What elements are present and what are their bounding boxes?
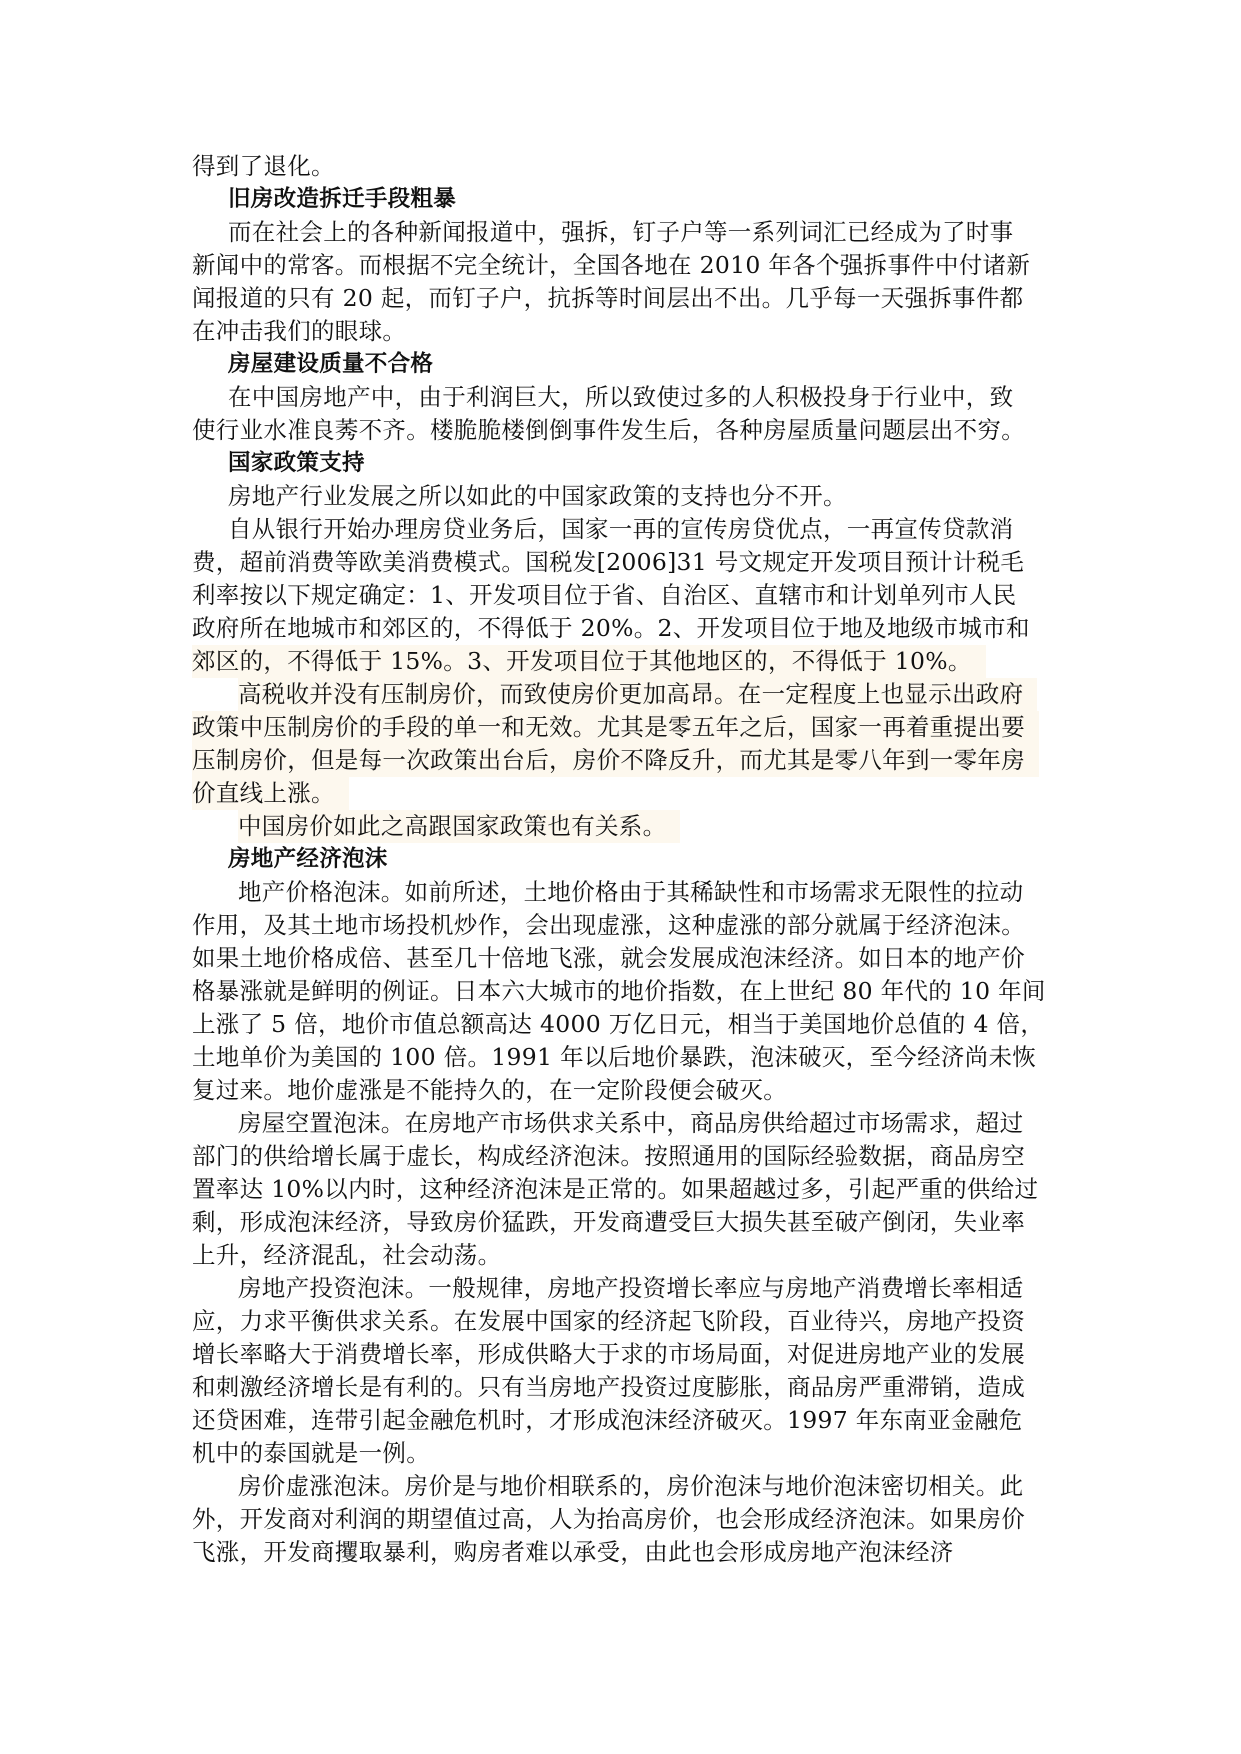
paragraph-line: [192, 1239, 1062, 1272]
paragraph-line: [192, 216, 1062, 249]
line-text: 机中的泰国就是一例。: [192, 1439, 430, 1467]
section-heading: [192, 843, 1062, 876]
line-text: 房价虚涨泡沫。房价是与地价相联系的，房价泡沫与地价泡沫密切相关。此: [238, 1472, 1024, 1500]
line-text: 政府所在地城市和郊区的，不得低于 20%。2、开发项目位于地及地级市城市和: [192, 614, 1030, 642]
paragraph-line: [192, 480, 1062, 513]
line-text: 房地产经济泡沫: [228, 846, 388, 872]
line-text: 房屋空置泡沫。在房地产市场供求关系中，商品房供给超过市场需求，超过: [238, 1109, 1024, 1137]
paragraph-line: [192, 249, 1062, 282]
line-text: 置率达 10%以内时，这种经济泡沫是正常的。如果超越过多，引起严重的供给过: [192, 1175, 1039, 1203]
line-text: 闻报道的只有 20 起，而钉子户，抗拆等时间层出不出。几乎每一天强拆事件都: [192, 284, 1024, 312]
line-text: 政策中压制房价的手段的单一和无效。尤其是零五年之后，国家一再着重提出要: [192, 711, 1039, 744]
paragraph-line: [192, 876, 1062, 909]
line-text: 价直线上涨。: [192, 777, 349, 810]
paragraph-line: [192, 678, 1062, 711]
paragraph-line: [192, 1371, 1062, 1404]
line-text: 而在社会上的各种新闻报道中，强拆，钉子户等一系列词汇已经成为了时事: [228, 218, 1014, 246]
line-text: 新闻中的常客。而根据不完全统计，全国各地在 2010 年各个强拆事件中付诸新: [192, 251, 1031, 279]
line-text: 飞涨，开发商攫取暴利，购房者难以承受，由此也会形成房地产泡沫经济: [192, 1538, 954, 1566]
line-text: 得到了退化。: [192, 152, 335, 180]
line-text: 还贷困难，连带引起金融危机时，才形成泡沫经济破灭。1997 年东南亚金融危: [192, 1406, 1023, 1434]
paragraph-line: [192, 1338, 1062, 1371]
line-text: 在中国房地产中，由于利润巨大，所以致使过多的人积极投身于行业中，致: [228, 383, 1014, 411]
line-text: 地产价格泡沫。如前所述，土地价格由于其稀缺性和市场需求无限性的拉动: [238, 878, 1024, 906]
paragraph-line: [192, 810, 1062, 843]
paragraph-line: [192, 1140, 1062, 1173]
line-text: 上升，经济混乱，社会动荡。: [192, 1241, 502, 1269]
paragraph-line: [192, 381, 1062, 414]
paragraph-line: [192, 1503, 1062, 1536]
line-text: 外，开发商对利润的期望值过高，人为抬高房价，也会形成经济泡沫。如果房价: [192, 1505, 1025, 1533]
paragraph-line: [192, 315, 1062, 348]
line-text: 费，超前消费等欧美消费模式。国税发[2006]31 号文规定开发项目预计计税毛: [192, 548, 1025, 576]
paragraph-line: [192, 1041, 1062, 1074]
paragraph-line: [192, 1470, 1062, 1503]
line-text: 房地产投资泡沫。一般规律，房地产投资增长率应与房地产消费增长率相适: [238, 1274, 1024, 1302]
line-text: 压制房价，但是每一次政策出台后，房价不降反升，而尤其是零八年到一零年房: [192, 744, 1039, 777]
line-text: 如果土地价格成倍、甚至几十倍地飞涨，就会发展成泡沫经济。如日本的地产价: [192, 944, 1025, 972]
line-text: 应，力求平衡供求关系。在发展中国家的经济起飞阶段，百业待兴，房地产投资: [192, 1307, 1025, 1335]
paragraph-line: [192, 1404, 1062, 1437]
paragraph-line: [192, 744, 1062, 777]
line-text: 格暴涨就是鲜明的例证。日本六大城市的地价指数，在上世纪 80 年代的 10 年间: [192, 977, 1046, 1005]
line-text: 复过来。地价虚涨是不能持久的，在一定阶段便会破灭。: [192, 1076, 787, 1104]
paragraph-line: [192, 1107, 1062, 1140]
line-text: 旧房改造拆迁手段粗暴: [228, 186, 457, 212]
paragraph-line: [192, 1437, 1062, 1470]
line-text: 土地单价为美国的 100 倍。1991 年以后地价暴跌，泡沫破灭，至今经济尚未恢: [192, 1043, 1037, 1071]
line-text: 自从银行开始办理房贷业务后，国家一再的宣传房贷优点，一再宣传贷款消: [228, 515, 1014, 543]
paragraph-line: [192, 612, 1062, 645]
paragraph-line: [192, 942, 1062, 975]
paragraph-line: [192, 1272, 1062, 1305]
paragraph-line: [192, 546, 1062, 579]
paragraph-line: [192, 1305, 1062, 1338]
line-text: 中国房价如此之高跟国家政策也有关系。: [238, 810, 680, 843]
line-text: 高税收并没有压制房价，而致使房价更加高昂。在一定程度上也显示出政府: [238, 678, 1037, 711]
line-text: 利率按以下规定确定：1、开发项目位于省、自治区、直辖市和计划单列市人民: [192, 581, 1017, 609]
paragraph-line: [192, 282, 1062, 315]
line-text: 剩，形成泡沫经济，导致房价猛跌，开发商遭受巨大损失甚至破产倒闭，失业率: [192, 1208, 1025, 1236]
paragraph-line: [192, 150, 1062, 183]
line-text: 房地产行业发展之所以如此的中国家政策的支持也分不开。: [228, 482, 847, 510]
document-page: [192, 150, 1062, 1569]
line-text: 在冲击我们的眼球。: [192, 317, 407, 345]
paragraph-line: [192, 909, 1062, 942]
line-text: 国家政策支持: [228, 450, 365, 476]
paragraph-line: [192, 1536, 1062, 1569]
paragraph-line: [192, 1206, 1062, 1239]
line-text: 部门的供给增长属于虚长，构成经济泡沫。按照通用的国际经验数据，商品房空: [192, 1142, 1025, 1170]
paragraph-line: [192, 414, 1062, 447]
paragraph-line: [192, 975, 1062, 1008]
line-text: 增长率略大于消费增长率，形成供略大于求的市场局面，对促进房地产业的发展: [192, 1340, 1025, 1368]
paragraph-line: [192, 777, 1062, 810]
paragraph-line: [192, 1074, 1062, 1107]
section-heading: [192, 348, 1062, 381]
paragraph-line: [192, 513, 1062, 546]
section-heading: [192, 447, 1062, 480]
line-text: 和刺激经济增长是有利的。只有当房地产投资过度膨胀，商品房严重滞销，造成: [192, 1373, 1025, 1401]
line-text: 使行业水准良莠不齐。楼脆脆楼倒倒事件发生后，各种房屋质量问题层出不穷。: [192, 416, 1025, 444]
paragraph-line: [192, 711, 1062, 744]
paragraph-line: [192, 579, 1062, 612]
line-text: 房屋建设质量不合格: [228, 351, 434, 377]
line-text: 郊区的，不得低于 15%。3、开发项目位于其他地区的，不得低于 10%。: [192, 645, 986, 678]
paragraph-line: [192, 1173, 1062, 1206]
section-heading: [192, 183, 1062, 216]
paragraph-line: [192, 1008, 1062, 1041]
line-text: 作用，及其土地市场投机炒作，会出现虚涨，这种虚涨的部分就属于经济泡沫。: [192, 911, 1025, 939]
paragraph-line: [192, 645, 1062, 678]
line-text: 上涨了 5 倍，地价市值总额高达 4000 万亿日元，相当于美国地价总值的 4 倍，: [192, 1010, 1045, 1038]
